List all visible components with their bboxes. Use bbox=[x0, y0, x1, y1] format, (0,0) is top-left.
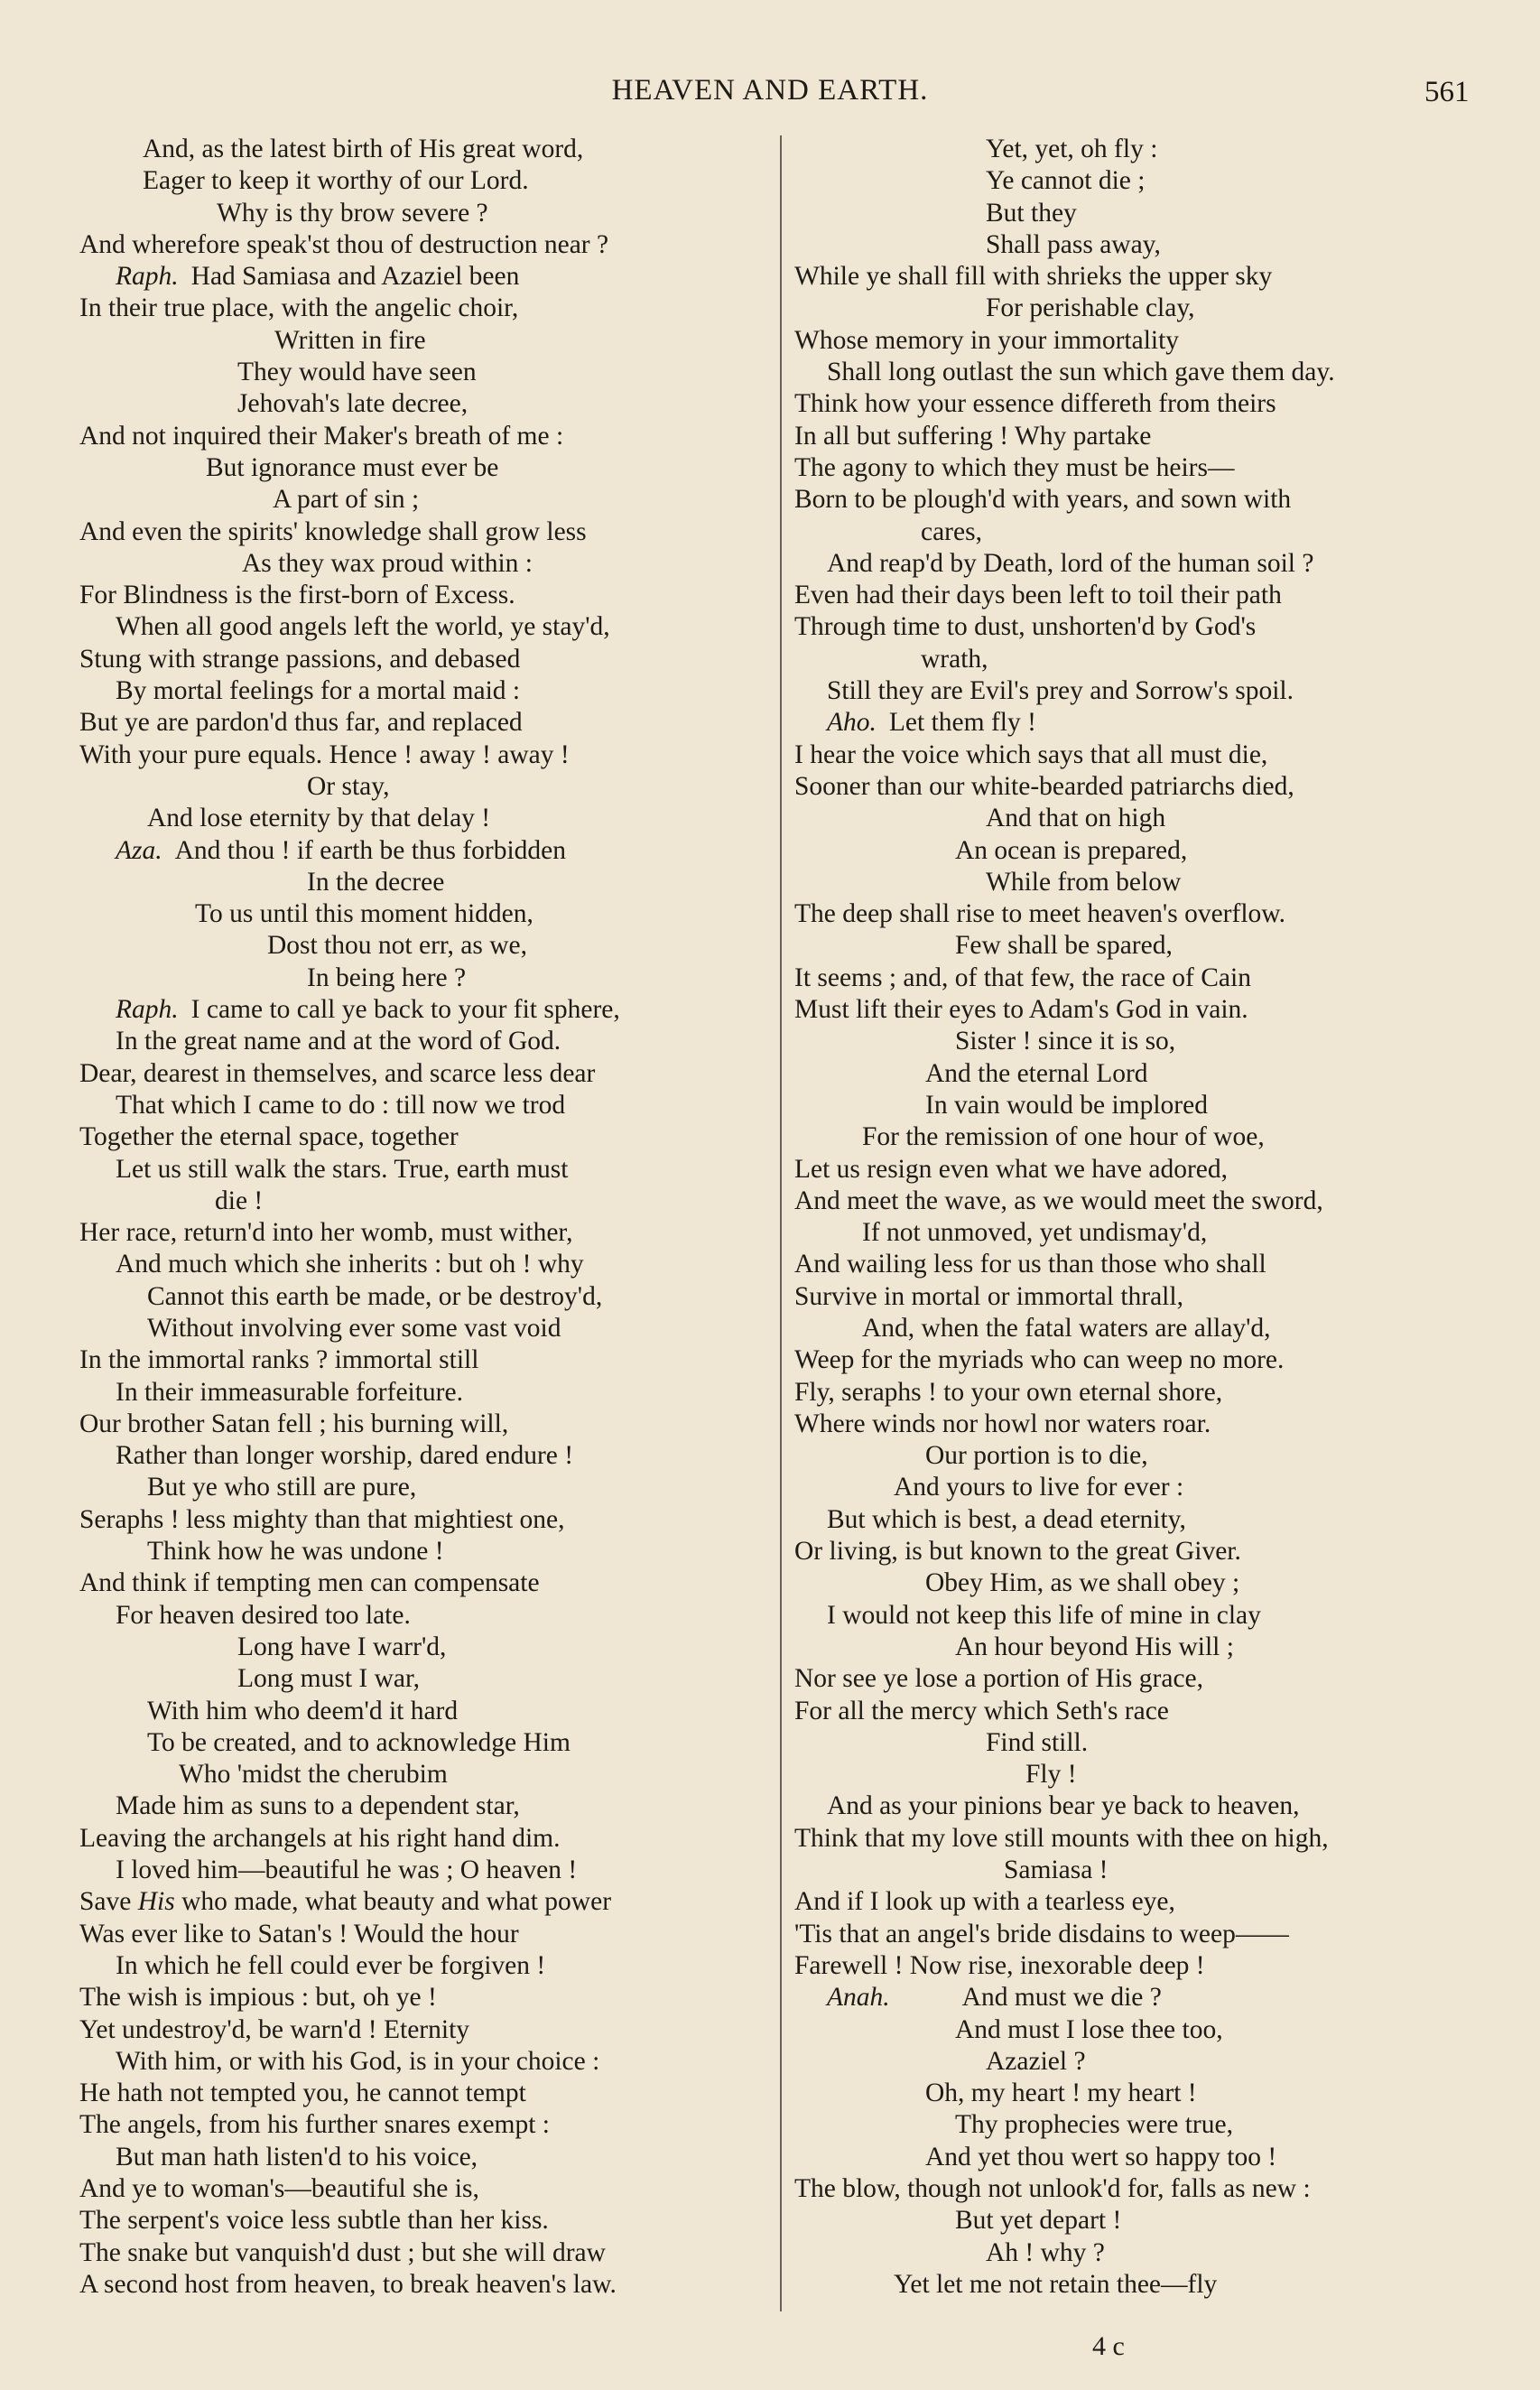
verse-line bbox=[79, 1790, 773, 1822]
emphasis-word: His bbox=[137, 1887, 175, 1917]
verse-line bbox=[79, 1504, 773, 1536]
verse-text: Find still. bbox=[986, 1727, 1089, 1757]
verse-text: Our brother Satan fell ; his burning will, bbox=[79, 1409, 509, 1438]
verse-line bbox=[79, 1663, 773, 1695]
verse-text: The serpent's voice less subtle than her kiss. bbox=[79, 2206, 549, 2236]
verse-line bbox=[79, 325, 773, 357]
verse-line bbox=[79, 1696, 773, 1727]
verse-line bbox=[794, 1759, 1480, 1790]
verse-text: Dost thou not err, as we, bbox=[267, 931, 528, 961]
verse-line bbox=[79, 675, 773, 707]
verse-line bbox=[79, 357, 773, 388]
verse-text: I loved him—beautiful he was ; O heaven ! bbox=[116, 1855, 578, 1885]
verse-text: Yet, yet, oh fly : bbox=[986, 135, 1158, 163]
verse-text: Oh, my heart ! my heart ! bbox=[925, 2078, 1197, 2108]
verse-text: Or stay, bbox=[307, 771, 390, 801]
verse-line bbox=[794, 1058, 1480, 1090]
verse-line bbox=[79, 1536, 773, 1567]
verse-text: Cannot this earth be made, or be destroy'd, bbox=[147, 1281, 603, 1311]
verse-text: And, as the latest birth of His great word, bbox=[143, 135, 584, 163]
verse-line bbox=[79, 293, 773, 324]
verse-line bbox=[794, 1344, 1480, 1376]
verse-line bbox=[79, 229, 773, 261]
verse-line bbox=[79, 452, 773, 484]
verse-text: Without involving ever some vast void bbox=[147, 1313, 561, 1343]
verse-text: To be created, and to acknowledge Him bbox=[147, 1727, 571, 1757]
verse-line bbox=[79, 1632, 773, 1663]
verse-text: Through time to dust, unshorten'd by God's bbox=[794, 612, 1257, 642]
verse-text: who made, what beauty and what power bbox=[181, 1887, 612, 1917]
verse-line bbox=[794, 707, 1480, 739]
verse-line bbox=[79, 867, 773, 898]
verse-prefix: Save bbox=[79, 1887, 138, 1917]
verse-line bbox=[79, 516, 773, 548]
verse-text: And yours to live for ever : bbox=[894, 1473, 1184, 1502]
verse-line bbox=[79, 1823, 773, 1855]
verse-text: In the great name and at the word of God. bbox=[116, 1027, 561, 1056]
verse-line bbox=[79, 898, 773, 930]
verse-line bbox=[794, 357, 1480, 388]
verse-line bbox=[794, 1026, 1480, 1057]
verse-text: And ye to woman's—beautiful she is, bbox=[79, 2174, 479, 2203]
verse-line bbox=[794, 1377, 1480, 1409]
verse-line bbox=[79, 261, 773, 293]
verse-line bbox=[794, 2142, 1480, 2173]
verse-line bbox=[794, 835, 1480, 867]
verse-text: Made him as suns to a dependent star, bbox=[116, 1791, 520, 1821]
verse-line bbox=[794, 1440, 1480, 1472]
verse-text: But ignorance must ever be bbox=[206, 452, 499, 482]
verse-text: Had Samiasa and Azaziel been bbox=[190, 262, 520, 292]
verse-line bbox=[794, 644, 1480, 675]
verse-text: And yet thou wert so happy too ! bbox=[925, 2142, 1277, 2171]
verse-text: And think if tempting men can compensate bbox=[79, 1568, 540, 1598]
poem-column-left bbox=[79, 134, 773, 2301]
verse-line bbox=[794, 1249, 1480, 1280]
verse-line bbox=[794, 771, 1480, 803]
verse-line bbox=[794, 1823, 1480, 1855]
verse-text: And lose eternity by that delay ! bbox=[147, 804, 491, 833]
verse-line bbox=[79, 1344, 773, 1376]
verse-line bbox=[79, 644, 773, 675]
verse-line bbox=[79, 1472, 773, 1503]
verse-line bbox=[794, 1409, 1480, 1440]
verse-text: In the decree bbox=[307, 867, 445, 897]
verse-text: And reap'd by Death, lord of the human soil ? bbox=[827, 548, 1314, 578]
verse-line bbox=[794, 452, 1480, 484]
verse-text: And that on high bbox=[986, 804, 1166, 833]
verse-line bbox=[794, 867, 1480, 898]
verse-line bbox=[794, 611, 1480, 643]
verse-line bbox=[79, 198, 773, 229]
verse-text: Her race, return'd into her womb, must wither, bbox=[79, 1218, 573, 1248]
verse-line bbox=[79, 2205, 773, 2237]
verse-text: If not unmoved, yet undismay'd, bbox=[862, 1218, 1208, 1248]
verse-line bbox=[79, 1026, 773, 1057]
verse-text: And not inquired their Maker's breath of me : bbox=[79, 421, 564, 451]
verse-line bbox=[79, 1058, 773, 1090]
verse-text: The snake but vanquish'd dust ; but she will draw bbox=[79, 2237, 606, 2267]
verse-line bbox=[79, 2269, 773, 2301]
verse-text: I came to call ye back to your fit sphere, bbox=[190, 995, 620, 1025]
verse-text: When all good angels left the world, ye stay'd, bbox=[116, 612, 610, 642]
verse-text: A part of sin ; bbox=[273, 485, 420, 515]
verse-line bbox=[79, 1886, 773, 1918]
verse-text: Let us resign even what we have adored, bbox=[794, 1154, 1229, 1184]
verse-line bbox=[79, 2078, 773, 2109]
verse-line bbox=[79, 548, 773, 580]
verse-line bbox=[79, 1759, 773, 1790]
verse-line bbox=[79, 165, 773, 197]
verse-text: The agony to which they must be heirs— bbox=[794, 452, 1235, 482]
speaker-name: Aho. bbox=[827, 708, 877, 738]
verse-text: Survive in mortal or immortal thrall, bbox=[794, 1281, 1183, 1311]
verse-line bbox=[794, 2078, 1480, 2109]
verse-line bbox=[794, 1281, 1480, 1313]
verse-line bbox=[794, 1154, 1480, 1186]
verse-text: 'Tis that an angel's bride disdains to weep—— bbox=[794, 1919, 1289, 1948]
verse-line bbox=[79, 1600, 773, 1632]
verse-text: Fly ! bbox=[1025, 1760, 1077, 1790]
verse-text: For Blindness is the first-born of Excess. bbox=[79, 581, 515, 610]
verse-line bbox=[794, 675, 1480, 707]
verse-text: And the eternal Lord bbox=[925, 1058, 1148, 1088]
verse-line bbox=[79, 1186, 773, 1217]
verse-line bbox=[79, 707, 773, 739]
verse-line bbox=[79, 2109, 773, 2141]
verse-text: Weep for the myriads who can weep no more. bbox=[794, 1345, 1285, 1375]
verse-line bbox=[794, 1982, 1480, 2013]
verse-text: And, when the fatal waters are allay'd, bbox=[862, 1313, 1271, 1343]
verse-line bbox=[79, 611, 773, 643]
verse-text: And as your pinions bear ye back to heaven, bbox=[827, 1791, 1300, 1821]
verse-text: Yet undestroy'd, be warn'd ! Eternity bbox=[79, 2014, 470, 2044]
verse-text: Whose memory in your immortality bbox=[794, 325, 1180, 355]
verse-line bbox=[794, 2173, 1480, 2205]
verse-line bbox=[794, 421, 1480, 452]
verse-line bbox=[79, 1919, 773, 1950]
verse-line bbox=[794, 803, 1480, 834]
verse-text: And much which she inherits : but oh ! why bbox=[116, 1250, 584, 1279]
verse-line bbox=[794, 1313, 1480, 1344]
verse-text: And wherefore speak'st thou of destruction near ? bbox=[79, 229, 609, 259]
verse-text: I hear the voice which says that all must die, bbox=[794, 739, 1268, 769]
verse-text: Nor see ye lose a portion of His grace, bbox=[794, 1664, 1204, 1694]
verse-line bbox=[794, 325, 1480, 357]
verse-text: The deep shall rise to meet heaven's overflow. bbox=[794, 899, 1286, 929]
verse-text: Ah ! why ? bbox=[986, 2237, 1105, 2267]
verse-text: But they bbox=[986, 198, 1077, 228]
verse-text: Shall pass away, bbox=[986, 229, 1161, 259]
verse-line bbox=[79, 835, 773, 867]
verse-line bbox=[79, 484, 773, 516]
verse-text: Let us still walk the stars. True, earth must bbox=[116, 1154, 569, 1184]
page-number: 561 bbox=[1424, 76, 1470, 108]
verse-line bbox=[794, 898, 1480, 930]
verse-line bbox=[79, 1154, 773, 1186]
verse-line bbox=[794, 580, 1480, 611]
speaker-name: Raph. bbox=[116, 262, 179, 292]
verse-text: An hour beyond His will ; bbox=[955, 1632, 1234, 1661]
verse-line bbox=[794, 1696, 1480, 1727]
signature-mark: 4 c bbox=[1092, 2331, 1125, 2361]
verse-line bbox=[794, 388, 1480, 420]
verse-text: And wailing less for us than those who shall bbox=[794, 1250, 1266, 1279]
verse-line bbox=[794, 165, 1480, 197]
poem-column-right bbox=[794, 134, 1480, 2301]
verse-text: die ! bbox=[215, 1186, 264, 1215]
running-header-title: HEAVEN AND EARTH. bbox=[611, 74, 929, 107]
verse-line bbox=[794, 1504, 1480, 1536]
column-divider bbox=[780, 135, 782, 2311]
verse-line bbox=[794, 994, 1480, 1026]
verse-line bbox=[79, 1440, 773, 1472]
verse-text: Ye cannot die ; bbox=[986, 166, 1146, 196]
verse-line bbox=[794, 1919, 1480, 1950]
verse-text: Samiasa ! bbox=[1004, 1855, 1109, 1885]
verse-line bbox=[79, 2173, 773, 2205]
verse-text: cares, bbox=[921, 516, 982, 546]
verse-text: The angels, from his further snares exempt : bbox=[79, 2110, 551, 2140]
verse-text: Sooner than our white-bearded patriarchs died, bbox=[794, 771, 1294, 801]
verse-line bbox=[79, 739, 773, 771]
verse-text: And thou ! if earth be thus forbidden bbox=[174, 835, 567, 865]
verse-text: Dear, dearest in themselves, and scarce less dear bbox=[79, 1058, 596, 1088]
verse-line bbox=[79, 421, 773, 452]
verse-text: But yet depart ! bbox=[955, 2206, 1122, 2236]
verse-line bbox=[794, 1855, 1480, 1886]
verse-text: An ocean is prepared, bbox=[955, 835, 1188, 865]
verse-text: Think how he was undone ! bbox=[147, 1537, 444, 1567]
verse-line bbox=[79, 2014, 773, 2046]
verse-text: Who 'midst the cherubim bbox=[179, 1760, 448, 1790]
verse-line bbox=[794, 1472, 1480, 1503]
verse-text: Stung with strange passions, and debased bbox=[79, 644, 521, 674]
verse-text: In all but suffering ! Why partake bbox=[794, 421, 1152, 451]
verse-line bbox=[794, 261, 1480, 293]
verse-text: For all the mercy which Seth's race bbox=[794, 1696, 1169, 1725]
verse-text: Shall long outlast the sun which gave them day. bbox=[827, 358, 1335, 387]
verse-text: Why is thy brow severe ? bbox=[217, 198, 488, 228]
verse-line bbox=[794, 1600, 1480, 1632]
verse-text: Thy prophecies were true, bbox=[955, 2110, 1233, 2140]
verse-text: By mortal feelings for a mortal maid : bbox=[116, 676, 521, 706]
verse-text: Was ever like to Satan's ! Would the hour bbox=[79, 1919, 519, 1948]
verse-text: Yet let me not retain thee—fly bbox=[894, 2269, 1218, 2299]
verse-text: Azaziel ? bbox=[986, 2046, 1086, 2076]
verse-line bbox=[794, 1886, 1480, 1918]
verse-text: Rather than longer worship, dared endure ! bbox=[116, 1441, 574, 1471]
verse-line bbox=[79, 1313, 773, 1344]
verse-line bbox=[79, 1567, 773, 1599]
verse-text: A second host from heaven, to break heaven's law. bbox=[79, 2269, 617, 2299]
verse-text: But ye are pardon'd thus far, and replaced bbox=[79, 708, 523, 738]
verse-line bbox=[79, 1855, 773, 1886]
verse-text: For heaven desired too late. bbox=[116, 1600, 411, 1630]
verse-text: Eager to keep it worthy of our Lord. bbox=[143, 166, 529, 196]
verse-text: For the remission of one hour of woe, bbox=[862, 1122, 1265, 1152]
verse-text: Think that my love still mounts with thee on high, bbox=[794, 1823, 1329, 1853]
verse-text: Think how your essence differeth from theirs bbox=[794, 389, 1276, 419]
verse-text: Written in fire bbox=[274, 325, 426, 355]
verse-line bbox=[794, 1186, 1480, 1217]
verse-text: While from below bbox=[986, 867, 1182, 897]
verse-text: As they wax proud within : bbox=[242, 548, 533, 578]
verse-text: Let them fly ! bbox=[888, 708, 1036, 738]
verse-text: And if I look up with a tearless eye, bbox=[794, 1887, 1175, 1917]
verse-line bbox=[79, 771, 773, 803]
verse-line bbox=[79, 1281, 773, 1313]
verse-text: And must I lose thee too, bbox=[955, 2014, 1223, 2044]
verse-line bbox=[79, 1950, 773, 1982]
verse-text: And must we die ? bbox=[961, 1983, 1162, 2013]
verse-text: In their true place, with the angelic choir, bbox=[79, 293, 519, 323]
verse-line bbox=[794, 1121, 1480, 1153]
verse-line bbox=[794, 2269, 1480, 2301]
verse-line bbox=[79, 963, 773, 994]
verse-text: Obey Him, as we shall obey ; bbox=[925, 1568, 1240, 1598]
verse-text: Leaving the archangels at his right hand dim. bbox=[79, 1823, 561, 1853]
verse-line bbox=[79, 2237, 773, 2269]
verse-line bbox=[79, 1982, 773, 2013]
verse-line bbox=[794, 1790, 1480, 1822]
verse-line bbox=[794, 963, 1480, 994]
verse-text: It seems ; and, of that few, the race of Cain bbox=[794, 963, 1251, 992]
verse-text: I would not keep this life of mine in clay bbox=[827, 1600, 1261, 1630]
speaker-name: Anah. bbox=[827, 1983, 890, 2013]
verse-text: Still they are Evil's prey and Sorrow's spoil. bbox=[827, 676, 1294, 706]
verse-line bbox=[794, 484, 1480, 516]
verse-text: Or living, is but known to the great Giver. bbox=[794, 1537, 1241, 1567]
verse-text: In which he fell could ever be forgiven ! bbox=[116, 1950, 546, 1980]
verse-text: The wish is impious : but, oh ye ! bbox=[79, 1983, 437, 2013]
verse-line bbox=[79, 2046, 773, 2078]
verse-text: Our portion is to die, bbox=[925, 1441, 1148, 1471]
verse-text: Seraphs ! less mighty than that mightiest one, bbox=[79, 1504, 565, 1534]
verse-text: Farewell ! Now rise, inexorable deep ! bbox=[794, 1950, 1205, 1980]
verse-text: While ye shall fill with shrieks the upper sky bbox=[794, 262, 1273, 292]
verse-line bbox=[79, 1217, 773, 1249]
verse-text: And even the spirits' knowledge shall grow less bbox=[79, 516, 587, 546]
verse-line bbox=[794, 1217, 1480, 1249]
verse-line bbox=[79, 580, 773, 611]
verse-line bbox=[79, 1090, 773, 1121]
speaker-name: Aza. bbox=[116, 835, 162, 865]
verse-line bbox=[794, 930, 1480, 962]
verse-line bbox=[794, 2046, 1480, 2078]
verse-line bbox=[794, 1567, 1480, 1599]
verse-line bbox=[79, 803, 773, 834]
verse-text: Fly, seraphs ! to your own eternal shore, bbox=[794, 1377, 1223, 1407]
verse-line bbox=[794, 2237, 1480, 2269]
verse-text: In the immortal ranks ? immortal still bbox=[79, 1345, 479, 1375]
verse-line bbox=[79, 1249, 773, 1280]
verse-line bbox=[794, 2014, 1480, 2046]
verse-line bbox=[794, 134, 1480, 165]
verse-text: He hath not tempted you, he cannot tempt bbox=[79, 2078, 526, 2108]
verse-text: But which is best, a dead eternity, bbox=[827, 1504, 1186, 1534]
verse-text: Few shall be spared, bbox=[955, 931, 1173, 961]
verse-line bbox=[79, 994, 773, 1026]
verse-line bbox=[794, 2205, 1480, 2237]
verse-line bbox=[794, 1663, 1480, 1695]
verse-line bbox=[79, 134, 773, 165]
verse-text: In being here ? bbox=[307, 963, 467, 992]
verse-line bbox=[794, 2109, 1480, 2141]
verse-text: They would have seen bbox=[237, 358, 477, 387]
verse-text: For perishable clay, bbox=[986, 293, 1195, 323]
verse-line bbox=[79, 1409, 773, 1440]
verse-text: Long must I war, bbox=[237, 1664, 421, 1694]
verse-text: Even had their days been left to toil their path bbox=[794, 581, 1282, 610]
verse-line bbox=[79, 1121, 773, 1153]
verse-line bbox=[79, 1727, 773, 1759]
verse-line bbox=[794, 739, 1480, 771]
verse-text: Sister ! since it is so, bbox=[955, 1027, 1176, 1056]
verse-text: But man hath listen'd to his voice, bbox=[116, 2142, 478, 2171]
verse-line bbox=[794, 198, 1480, 229]
verse-line bbox=[794, 229, 1480, 261]
speaker-name: Raph. bbox=[116, 995, 179, 1025]
verse-text: Must lift their eyes to Adam's God in vain. bbox=[794, 995, 1248, 1025]
verse-text: In vain would be implored bbox=[925, 1090, 1208, 1120]
verse-text: wrath, bbox=[921, 644, 988, 674]
verse-line bbox=[794, 1090, 1480, 1121]
verse-text: With your pure equals. Hence ! away ! away ! bbox=[79, 739, 570, 769]
verse-text: With him, or with his God, is in your choice : bbox=[116, 2046, 600, 2076]
verse-line bbox=[79, 388, 773, 420]
verse-line bbox=[79, 930, 773, 962]
verse-text: To us until this moment hidden, bbox=[195, 899, 533, 929]
verse-text: That which I came to do : till now we trod bbox=[116, 1090, 566, 1120]
verse-text: Born to be plough'd with years, and sown with bbox=[794, 485, 1292, 515]
verse-line bbox=[794, 1632, 1480, 1663]
verse-line bbox=[794, 516, 1480, 548]
verse-text: Where winds nor howl nor waters roar. bbox=[794, 1409, 1211, 1438]
verse-text: Long have I warr'd, bbox=[237, 1632, 447, 1661]
verse-text: Jehovah's late decree, bbox=[237, 389, 468, 419]
verse-line bbox=[794, 1950, 1480, 1982]
verse-text: And meet the wave, as we would meet the sword, bbox=[794, 1186, 1323, 1215]
verse-line bbox=[79, 2142, 773, 2173]
verse-text: The blow, though not unlook'd for, falls as new : bbox=[794, 2174, 1311, 2203]
verse-line bbox=[794, 548, 1480, 580]
verse-line bbox=[794, 293, 1480, 324]
verse-line bbox=[79, 1377, 773, 1409]
verse-text: In their immeasurable forfeiture. bbox=[116, 1377, 463, 1407]
verse-text: But ye who still are pure, bbox=[147, 1473, 417, 1502]
verse-text: With him who deem'd it hard bbox=[147, 1696, 459, 1725]
verse-line bbox=[794, 1536, 1480, 1567]
verse-line bbox=[794, 1727, 1480, 1759]
verse-text: Together the eternal space, together bbox=[79, 1122, 459, 1152]
